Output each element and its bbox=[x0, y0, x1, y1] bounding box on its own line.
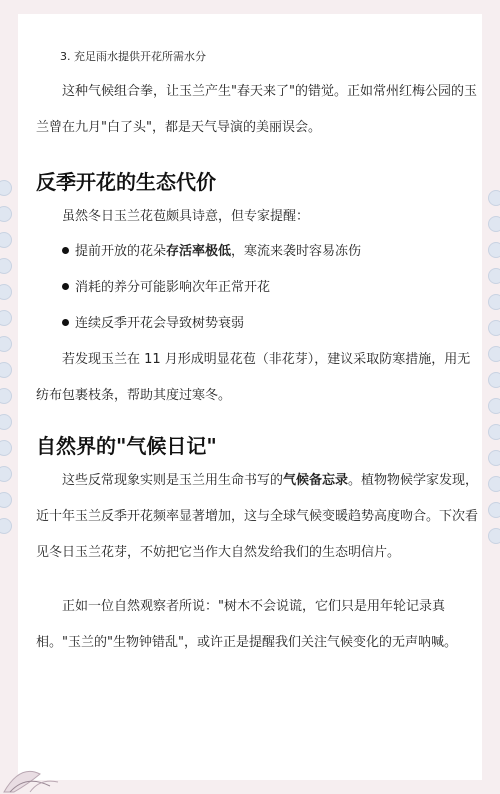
bullet1-text-end: ，寒流来袭时容易冻伤 bbox=[231, 244, 362, 259]
paragraph-1: 这种气候组合拳，让玉兰产生"春天来了"的错觉。正如常州红梅公园的玉兰曾在九月"白了头"，都是天气导演的美丽误会。 bbox=[36, 84, 477, 135]
binding-ring-icon bbox=[488, 398, 500, 414]
binding-ring-icon bbox=[488, 528, 500, 544]
section2-p1-text-end: 。植物物候学家发现，近十年玉兰反季开花频率显著增加，这与全球气候变暖趋势高度吻合。下次看见冬日玉兰花芽，不妨把它当作大自然发给我们的生态明信片。 bbox=[36, 473, 479, 560]
binding-ring-icon bbox=[0, 492, 12, 508]
bullet1-text: 提前开放的花朵 bbox=[75, 244, 167, 259]
intro-list-item: 3. 充足雨水提供开花所需水分 bbox=[60, 50, 206, 63]
binding-ring-icon bbox=[488, 450, 500, 466]
bullet-icon bbox=[62, 319, 69, 326]
binding-ring-icon bbox=[488, 476, 500, 492]
binding-ring-icon bbox=[0, 232, 12, 248]
binding-ring-icon bbox=[488, 320, 500, 336]
binding-ring-icon bbox=[0, 466, 12, 482]
section2-p1-text: 这些反常现象实则是玉兰用生命书写的 bbox=[62, 473, 284, 488]
article-card bbox=[18, 14, 482, 780]
bullet2-text: 消耗的养分可能影响次年正常开花 bbox=[75, 280, 271, 295]
binding-ring-icon bbox=[0, 414, 12, 430]
binding-ring-icon bbox=[0, 362, 12, 378]
section1-lead: 虽然冬日玉兰花苞颇具诗意，但专家提醒： bbox=[62, 209, 310, 224]
bullet1-emphasis: 存活率极低 bbox=[166, 244, 232, 259]
binding-ring-icon bbox=[488, 268, 500, 284]
binding-ring-icon bbox=[0, 336, 12, 352]
floral-decoration-icon bbox=[0, 734, 80, 794]
binding-ring-icon bbox=[488, 372, 500, 388]
section2-heading: 自然界的"气候日记" bbox=[36, 434, 217, 458]
binding-ring-icon bbox=[0, 284, 12, 300]
binding-ring-icon bbox=[0, 258, 12, 274]
left-binding-decoration bbox=[0, 0, 18, 794]
binding-ring-icon bbox=[0, 310, 12, 326]
right-binding-decoration bbox=[482, 0, 500, 794]
binding-ring-icon bbox=[488, 190, 500, 206]
binding-ring-icon bbox=[0, 180, 12, 196]
bullet-item-1 bbox=[58, 234, 361, 270]
bullet-item-2 bbox=[58, 270, 270, 306]
bullet-icon bbox=[62, 247, 69, 254]
binding-ring-icon bbox=[488, 294, 500, 310]
section2-p1-emphasis: 气候备忘录 bbox=[283, 473, 349, 488]
bullet-icon bbox=[62, 283, 69, 290]
bullet3-text: 连续反季开花会导致树势衰弱 bbox=[75, 316, 245, 331]
section2-paragraph-2: 正如一位自然观察者所说："树木不会说谎，它们只是用年轮记录真相。"玉兰的"生物钟错乱"，或许正是提醒我们关注气候变化的无声呐喊。 bbox=[36, 599, 457, 650]
section1-advice: 若发现玉兰在 11 月形成明显花苞（非花芽），建议采取防寒措施，用无纺布包裹枝条，帮助其度过寒冬。 bbox=[36, 352, 471, 403]
binding-ring-icon bbox=[0, 518, 12, 534]
section1-heading: 反季开花的生态代价 bbox=[36, 170, 216, 194]
binding-ring-icon bbox=[488, 424, 500, 440]
bullet-item-3 bbox=[58, 306, 244, 342]
section2-paragraph-1 bbox=[36, 463, 480, 571]
binding-ring-icon bbox=[488, 242, 500, 258]
binding-ring-icon bbox=[488, 502, 500, 518]
binding-ring-icon bbox=[488, 216, 500, 232]
binding-ring-icon bbox=[0, 388, 12, 404]
binding-ring-icon bbox=[0, 206, 12, 222]
binding-ring-icon bbox=[488, 346, 500, 362]
binding-ring-icon bbox=[0, 440, 12, 456]
